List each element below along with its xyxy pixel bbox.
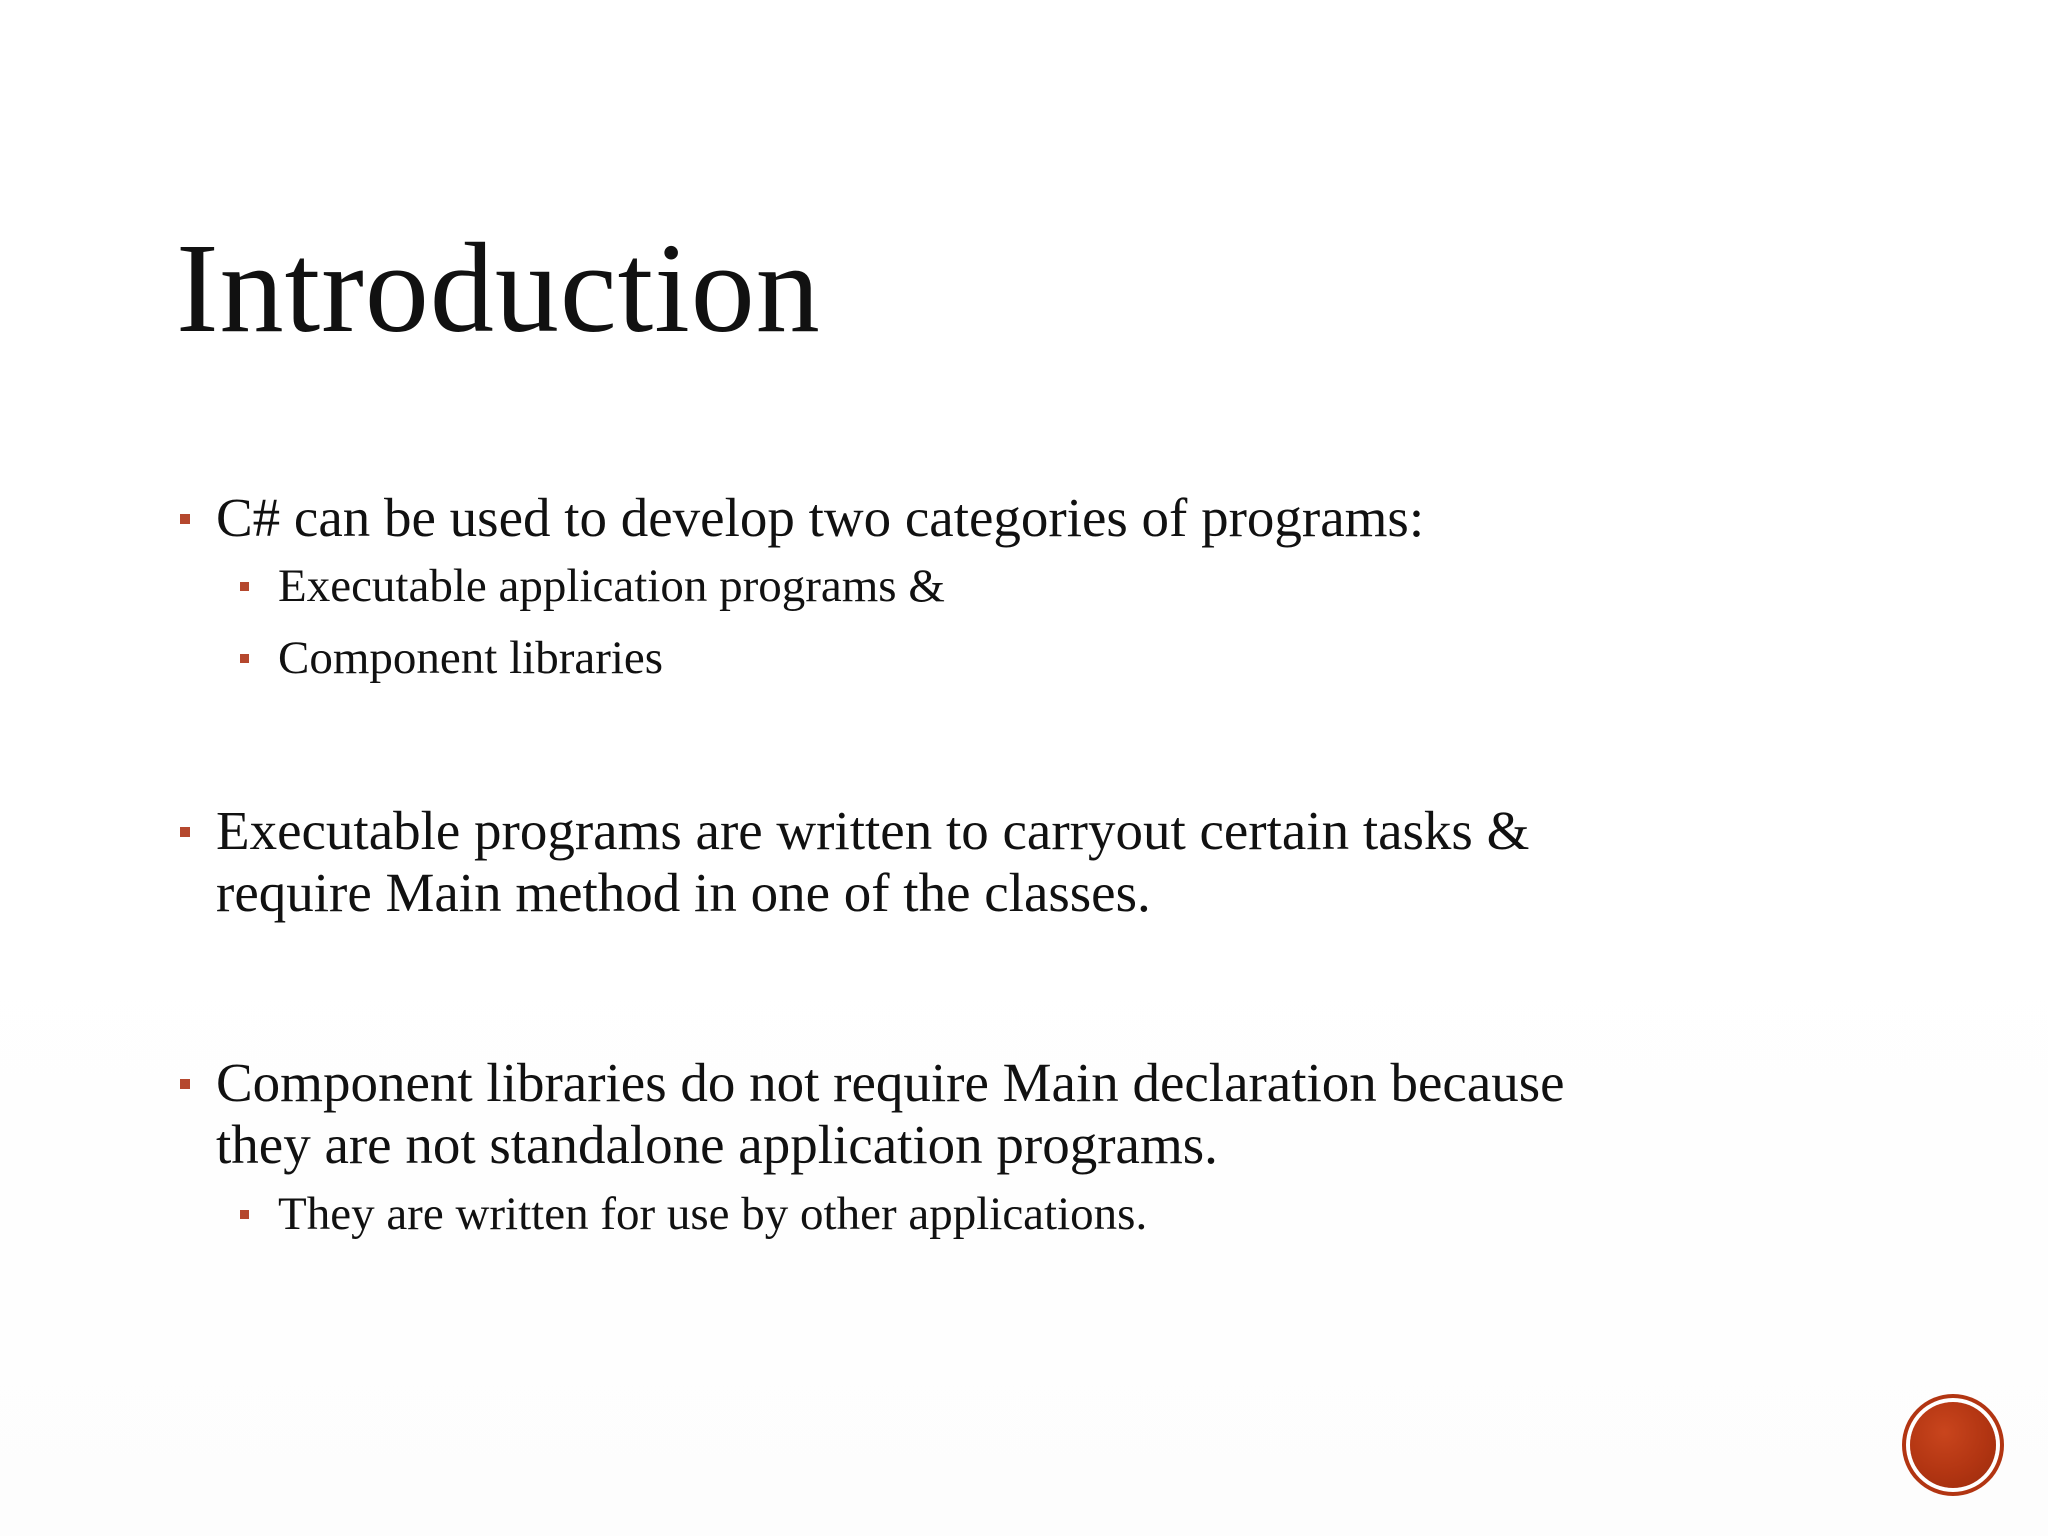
sub-bullet-text: They are written for use by other applications. (278, 1188, 1148, 1240)
square-bullet-icon (180, 514, 190, 524)
sub-bullet-text: Component libraries (278, 632, 664, 684)
bullet-text-line-2: require Main method in one of the classes. (216, 862, 1151, 923)
slide-title: Introduction (176, 217, 821, 359)
bullet-text: C# can be used to develop two categories of programs: (216, 487, 1425, 548)
square-bullet-icon (240, 1210, 249, 1219)
sub-bullet-item-1b (236, 630, 1836, 686)
square-bullet-icon (240, 654, 249, 663)
bullet-item-2 (176, 800, 1896, 924)
sub-bullet-item-1a (236, 558, 1836, 614)
sub-bullet-item-3a (236, 1186, 1836, 1242)
bullet-item-3 (176, 1052, 1896, 1176)
square-bullet-icon (240, 582, 249, 591)
square-bullet-icon (180, 827, 190, 837)
sub-bullet-text: Executable application programs & (278, 560, 945, 612)
bullet-text-line-2: they are not standalone application programs. (216, 1114, 1218, 1175)
square-bullet-icon (180, 1079, 190, 1089)
bullet-text-line-1: Executable programs are written to carryout certain tasks & (216, 800, 1530, 861)
circle-badge-icon (1910, 1402, 1996, 1488)
bullet-text-line-1: Component libraries do not require Main declaration because (216, 1052, 1565, 1113)
bullet-item-1 (176, 487, 1896, 549)
